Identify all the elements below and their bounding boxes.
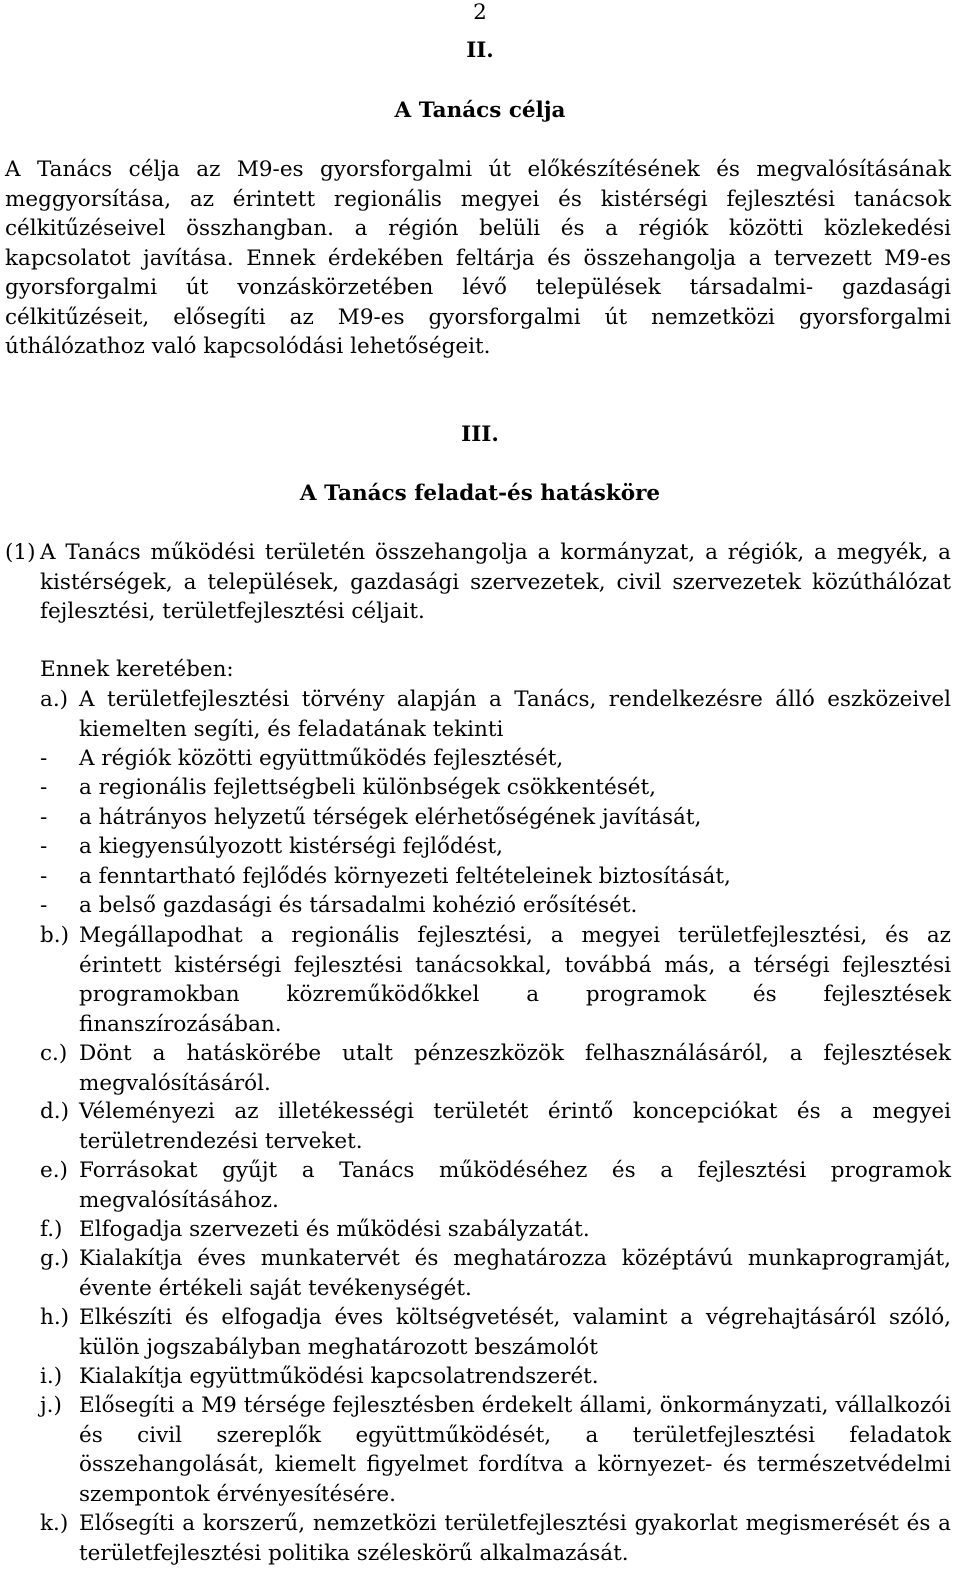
list-item-j	[40, 1391, 951, 1509]
list-item-a	[40, 685, 951, 744]
paragraph-1-text: A Tanács működési területén összehangolja a kormányzat, a régiók, a megyék, a kistérségek, a települések, gazdasági szervezetek, civil szervezetek közúthálózat fejlesztési, területfejlesztési céljait.	[40, 540, 951, 624]
item-label: g.)	[40, 1246, 69, 1271]
item-label: f.)	[40, 1217, 63, 1242]
dash-bullet: -	[40, 746, 48, 771]
section-number-2: II.	[466, 38, 494, 63]
item-label: i.)	[40, 1364, 63, 1389]
item-label: k.)	[40, 1511, 69, 1536]
dash-bullet: -	[40, 775, 48, 800]
list-item-d	[40, 1097, 951, 1156]
dash-bullet: -	[40, 834, 48, 859]
list-item-c	[40, 1039, 951, 1098]
dash-item	[40, 773, 951, 803]
list-item-h	[40, 1303, 951, 1362]
section-title-2: A Tanács célja	[394, 98, 566, 123]
list-item-f	[40, 1215, 951, 1245]
item-label: c.)	[40, 1041, 68, 1066]
paragraph-1-label: (1)	[5, 540, 36, 565]
dash-text: a hátrányos helyzetű térségek elérhetőségének javítását,	[79, 805, 702, 830]
item-label: a.)	[40, 687, 69, 712]
list-item-b	[40, 921, 951, 1039]
dash-item	[40, 832, 951, 862]
item-text: Kialakítja együttműködési kapcsolatrendszerét.	[79, 1364, 599, 1389]
item-text: Forrásokat gyűjt a Tanács működéséhez és a fejlesztési programok megvalósításához.	[79, 1158, 951, 1213]
dash-bullet: -	[40, 864, 48, 889]
item-text: Dönt a hatáskörébe utalt pénzeszközök felhasználásáról, a fejlesztések megvalósításáról.	[79, 1041, 951, 1096]
intro-text: Ennek keretében:	[40, 657, 234, 682]
dash-item	[40, 862, 951, 892]
list-item-e	[40, 1156, 951, 1215]
item-label: d.)	[40, 1099, 69, 1124]
dash-text: a kiegyensúlyozott kistérségi fejlődést,	[79, 834, 503, 859]
item-text: Elősegíti a korszerű, nemzetközi területfejlesztési gyakorlat megismerését és a területfejlesztési politika széleskörű alkalmazását.	[79, 1511, 951, 1566]
list-item-i	[40, 1362, 951, 1392]
item-text: Elősegíti a M9 térsége fejlesztésben érdekelt állami, önkormányzati, vállalkozói és civil szereplők együttműködését, a területfejlesztési feladatok összehangolását, kiemelt figyelmet fordítva a környezet- és természetvédelmi szempontok érvényesítésére.	[79, 1393, 951, 1507]
section-2-paragraph: A Tanács célja az M9-es gyorsforgalmi út előkészítésének és megvalósításának meggyorsítása, az érintett regionális megyei és kistérségi fejlesztési tanácsok célkitűzéseivel összhangban. a régión belüli és a régiók közötti közlekedési kapcsolatot javítása. Ennek érdekében feltárja és összehangolja a tervezett M9-es gyorsforgalmi út vonzáskörzetében lévő települések társadalmi- gazdasági célkitűzéseit, elősegíti az M9-es gyorsforgalmi út nemzetközi gyorsforgalmi úthálózathoz való kapcsolódási lehetőségeit.	[5, 157, 951, 359]
item-label: j.)	[40, 1393, 62, 1418]
dash-item	[40, 803, 951, 833]
dash-text: a regionális fejlettségbeli különbségek csökkentését,	[79, 775, 656, 800]
section-number-3: III.	[461, 422, 499, 447]
list-item-k	[40, 1509, 951, 1568]
item-text: A területfejlesztési törvény alapján a Tanács, rendelkezésre álló eszközeivel kiemelten segíti, és feladatának tekinti	[79, 687, 951, 742]
item-text: Elkészíti és elfogadja éves költségvetését, valamint a végrehajtásáról szóló, külön jogszabályban meghatározott beszámolót	[79, 1305, 951, 1360]
item-label: e.)	[40, 1158, 68, 1183]
item-text: Véleményezi az illetékességi területét érintő koncepciókat és a megyei területrendezési terveket.	[79, 1099, 951, 1154]
dash-item	[40, 891, 951, 921]
item-label: h.)	[40, 1305, 70, 1330]
item-label: b.)	[40, 923, 69, 948]
dash-bullet: -	[40, 893, 48, 918]
item-text: Elfogadja szervezeti és működési szabályzatát.	[79, 1217, 590, 1242]
dash-item	[40, 744, 951, 774]
dash-text: a fenntartható fejlődés környezeti feltételeinek biztosítását,	[79, 864, 731, 889]
list-item-g	[40, 1244, 951, 1303]
dash-text: A régiók közötti együttműködés fejlesztését,	[79, 746, 564, 771]
dash-bullet: -	[40, 805, 48, 830]
paragraph-1	[5, 538, 951, 627]
item-text: Megállapodhat a regionális fejlesztési, a megyei területfejlesztési, és az érintett kistérségi fejlesztési tanácsokkal, továbbá más, a térségi fejlesztési programokban közreműködőkkel a programok és fejlesztések finanszírozásában.	[79, 923, 951, 1037]
item-text: Kialakítja éves munkatervét és meghatározza középtávú munkaprogramját, évente értékeli saját tevékenységét.	[79, 1246, 951, 1301]
page-number: 2	[473, 0, 487, 25]
dash-text: a belső gazdasági és társadalmi kohézió erősítését.	[79, 893, 638, 918]
section-title-3: A Tanács feladat-és hatásköre	[299, 481, 661, 506]
